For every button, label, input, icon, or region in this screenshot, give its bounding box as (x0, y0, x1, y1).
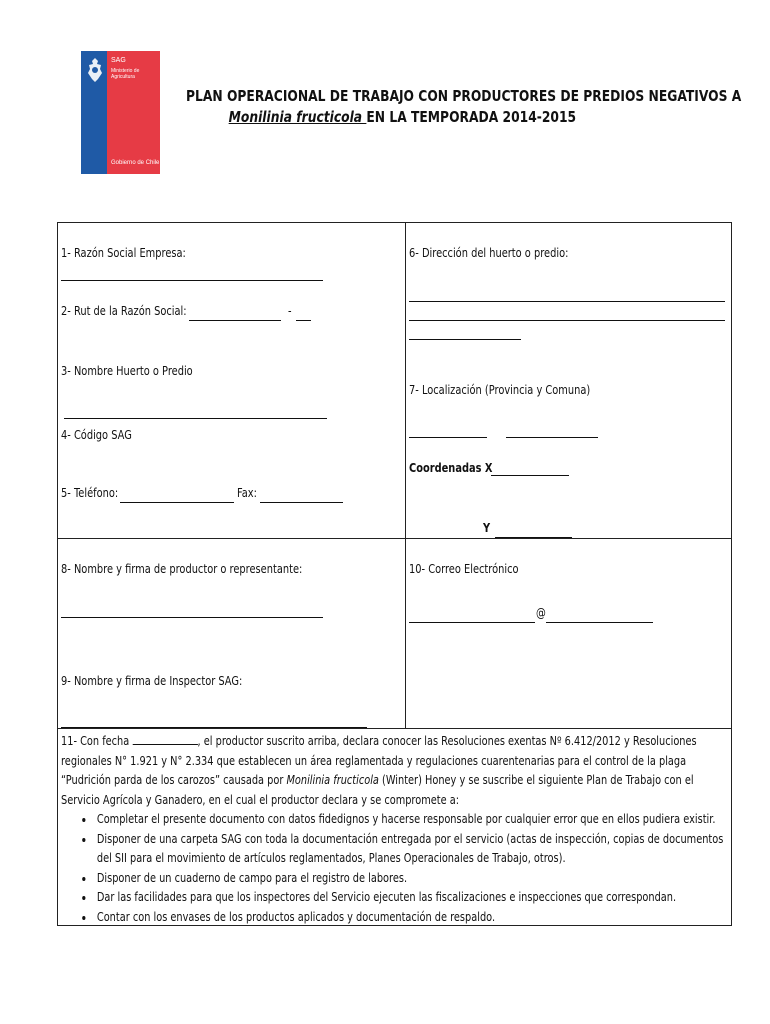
commitment-item: • Contar con los envases de los productos aplicados y documentación de respaldo. (94, 908, 730, 928)
firma-productor-line[interactable] (61, 617, 323, 618)
title-line-1: PLAN OPERACIONAL DE TRABAJO CON PRODUCTORES DE PREDIOS NEGATIVOS A (186, 87, 742, 105)
fecha-blank[interactable] (132, 733, 197, 745)
field-nombre-huerto-label: 3- Nombre Huerto o Predio (61, 364, 193, 378)
correo-at-sign: @ (536, 606, 546, 620)
telefono-line[interactable] (120, 502, 234, 503)
field-localizacion-label: 7- Localización (Provincia y Comuna) (409, 383, 591, 397)
rut-dash: - (288, 304, 292, 318)
title-season: EN LA TEMPORADA 2014-2015 (366, 108, 577, 126)
title-line-2 (186, 107, 741, 128)
form-row-divider (57, 538, 732, 539)
nombre-huerto-line[interactable] (64, 418, 327, 419)
section-11-divider (57, 728, 732, 729)
document-title (186, 86, 741, 128)
logo-blue-band (81, 51, 107, 174)
correo-domain-line[interactable] (546, 622, 653, 623)
coordenada-x-line[interactable] (491, 475, 569, 476)
rut-dv-line[interactable] (296, 320, 311, 321)
commitment-item: • Dar las facilidades para que los inspectores del Servicio ejecuten las fiscalizaciones e inspecciones que correspondan. (94, 888, 730, 908)
field-telefono-label: 5- Teléfono: (61, 486, 119, 500)
section-11-lead: 11- Con fecha (61, 734, 133, 748)
section-11-species: Monilinia fructicola (286, 773, 379, 787)
field-firma-inspector-label: 9- Nombre y firma de Inspector SAG: (61, 674, 243, 688)
logo-sag-text: SAG (111, 57, 126, 64)
section-11-body-end: (Winter) Honey y se suscribe el siguiente Plan de Trabajo con el Servicio Agrícola y Ganadero, en el cual el productor declara y se compromete a: (61, 773, 694, 807)
provincia-line[interactable] (409, 437, 487, 438)
correo-user-line[interactable] (409, 622, 535, 623)
section-11-body: , el productor suscrito arriba, declara conocer las Resoluciones exentas Nº 6.412/2012 y Resoluciones regionales N° 1.921 y N° 2.334 que establecen un área reglamentada y regulaciones cuarentenarias para el control de la plaga “Pudrición parda de los carozos” causada por (61, 734, 697, 787)
coordenada-y-label: Y (483, 521, 491, 535)
direccion-line-1[interactable] (409, 301, 725, 302)
rut-line[interactable] (189, 320, 281, 321)
field-fax-label: Fax: (237, 486, 257, 500)
field-correo-label: 10- Correo Electrónico (409, 562, 519, 576)
field-razon-social-label: 1- Razón Social Empresa: (61, 246, 186, 260)
field-rut-label: 2- Rut de la Razón Social: (61, 304, 187, 318)
commitment-item: • Completar el presente documento con datos fidedignos y hacerse responsable por cualquier error que en ellos pudiera existir. (94, 810, 730, 830)
fax-line[interactable] (260, 502, 343, 503)
sag-logo (81, 51, 160, 174)
commitment-item: • Disponer de un cuaderno de campo para el registro de labores. (94, 869, 730, 889)
commitment-item: • Disponer de una carpeta SAG con toda la documentación entregada por el servicio (actas de inspección, copias de documentos del SII para el movimiento de artículos reglamentados, Planes Operacionales de Trabajo, otros). (94, 830, 730, 869)
coordenada-y-line[interactable] (495, 537, 572, 538)
coordenada-x-label: Coordenadas X (409, 461, 493, 475)
title-species: Monilinia fructicola (228, 108, 367, 126)
field-codigo-sag-label: 4- Código SAG (61, 428, 132, 442)
direccion-line-2[interactable] (409, 320, 725, 321)
field-direccion-label: 6- Dirección del huerto o predio: (409, 246, 569, 260)
razon-social-line[interactable] (61, 280, 323, 281)
form-column-divider (405, 222, 406, 728)
firma-inspector-line[interactable] (61, 727, 367, 728)
commitments-list (61, 810, 729, 927)
section-11-text (61, 732, 729, 927)
logo-ministry-text: Ministerio de Agricultura (111, 68, 140, 80)
comuna-line[interactable] (506, 437, 598, 438)
logo-gobierno-text: Gobierno de Chile (111, 160, 160, 166)
direccion-line-3[interactable] (409, 339, 521, 340)
field-nombre-firma-productor-label: 8- Nombre y firma de productor o representante: (61, 562, 303, 576)
coat-of-arms-icon (85, 57, 105, 83)
